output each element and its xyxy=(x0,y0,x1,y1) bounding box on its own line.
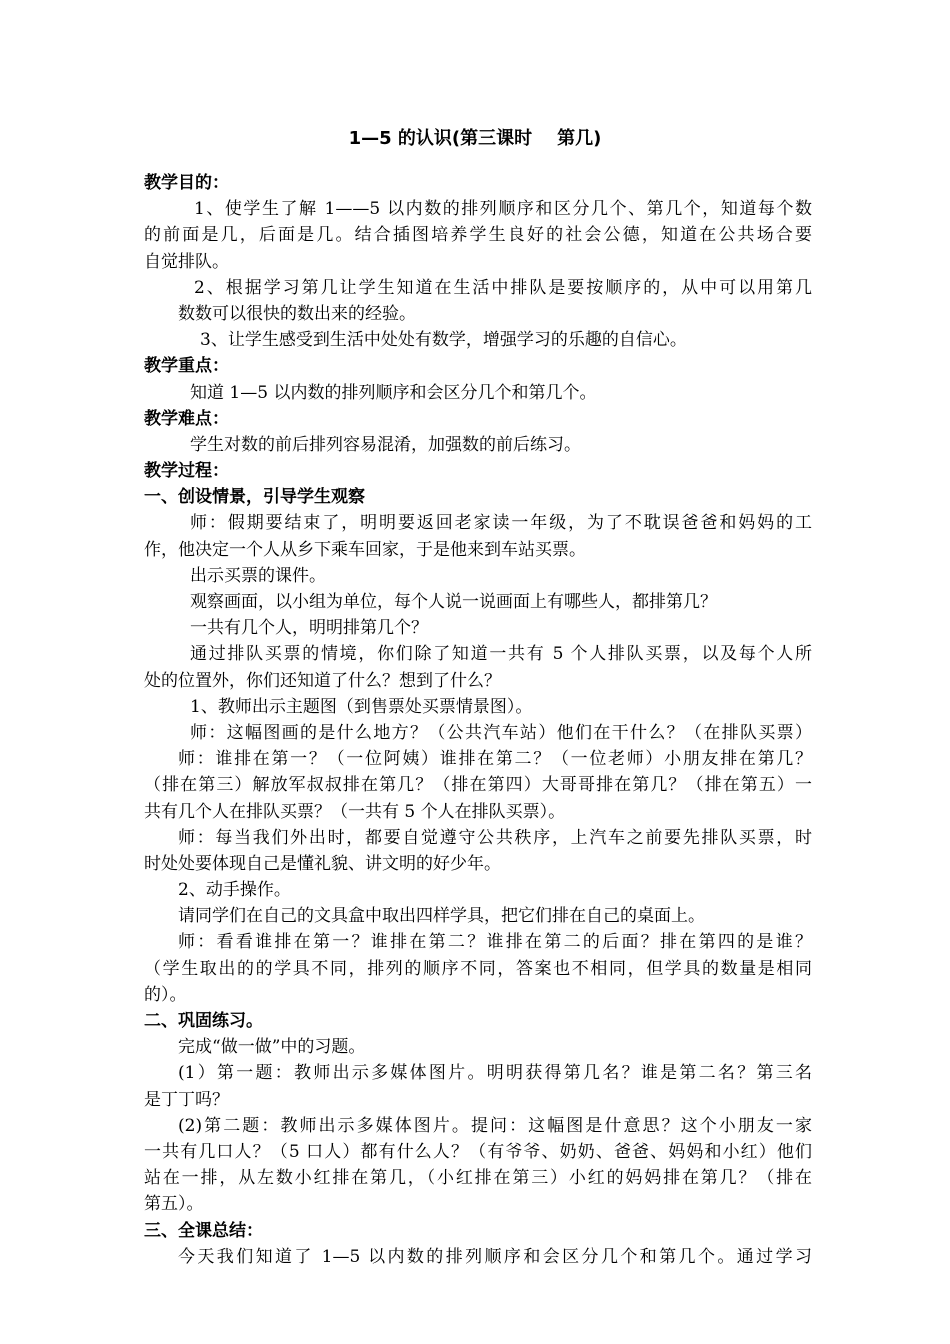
text-line: 一共有几口人？（5 口人）都有什么人？（有爷爷、奶奶、爸爸、妈妈和小红）他们 xyxy=(144,1141,812,1162)
document-body xyxy=(144,170,812,1270)
document-title: 1—5 的认识(第三课时 第几) xyxy=(348,128,602,149)
text-line: 师：谁排在第一？（一位阿姨）谁排在第二？（一位老师）小朋友排在第几？ xyxy=(178,749,812,770)
text-line: 请同学们在自己的文具盒中取出四样学具，把它们排在自己的桌面上。 xyxy=(178,906,705,927)
text-line: 完成“做一做”中的习题。 xyxy=(178,1037,366,1058)
text-line: 数数可以很快的数出来的经验。 xyxy=(178,303,416,324)
text-line: 知道 1—5 以内数的排列顺序和会区分几个和第几个。 xyxy=(190,382,597,403)
section-heading: 教学重点： xyxy=(144,356,229,377)
text-line: 今天我们知道了 1—5 以内数的排列顺序和会区分几个和第几个。通过学习 xyxy=(178,1246,812,1267)
text-line: 1、教师出示主题图（到售票处买票情景图）。 xyxy=(190,696,533,717)
text-line: 3、让学生感受到生活中处处有数学，增强学习的乐趣的自信心。 xyxy=(200,330,687,351)
text-line: 作，他决定一个人从乡下乘车回家，于是他来到车站买票。 xyxy=(144,539,586,560)
text-line: 的前面是几，后面是几。结合插图培养学生良好的社会公德，知道在公共场合要 xyxy=(144,225,812,246)
text-line: 2、根据学习第几让学生知道在生活中排队是要按顺序的，从中可以用第几 xyxy=(194,277,812,298)
section-heading: 一、创设情景，引导学生观察 xyxy=(144,487,365,508)
text-line: 是丁丁吗？ xyxy=(144,1089,229,1110)
text-line: 师：这幅图画的是什么地方？（公共汽车站）他们在干什么？（在排队买票） xyxy=(190,722,812,743)
text-line: 自觉排队。 xyxy=(144,251,229,272)
text-line: 师：假期要结束了，明明要返回老家读一年级，为了不耽误爸爸和妈妈的工 xyxy=(190,513,812,534)
text-line: （排在第三）解放军叔叔排在第几？（排在第四）大哥哥排在第几？（排在第五）一 xyxy=(144,775,812,796)
section-heading: 教学目的： xyxy=(144,173,229,193)
text-line: 处的位置外，你们还知道了什么？想到了什么？ xyxy=(144,670,501,691)
section-heading: 三、全课总结： xyxy=(144,1220,263,1241)
section-heading: 教学过程： xyxy=(144,461,229,482)
text-line: 一共有几个人，明明排第几个？ xyxy=(190,618,428,639)
section-heading: 二、巩固练习。 xyxy=(144,1011,263,1031)
text-line: 观察画面，以小组为单位，每个人说一说画面上有哪些人，都排第几？ xyxy=(190,592,717,612)
text-line: 共有几个人在排队买票？（一共有 5 个人在排队买票）。 xyxy=(144,801,566,822)
text-line: 师：看看谁排在第一？谁排在第二？谁排在第二的后面？排在第四的是谁？ xyxy=(178,932,812,953)
text-line: 出示买票的课件。 xyxy=(190,565,326,586)
text-line: 1、使学生了解 1——5 以内数的排列顺序和区分几个、第几个，知道每个数 xyxy=(194,199,812,220)
text-line: 师：每当我们外出时，都要自觉遵守公共秩序，上汽车之前要先排队买票，时 xyxy=(178,827,812,848)
text-line: 时处处要体现自己是懂礼貌、讲文明的好少年。 xyxy=(144,853,501,874)
text-line: (1）第一题：教师出示多媒体图片。明明获得第几名？谁是第二名？第三名 xyxy=(178,1063,812,1084)
text-line: 的）。 xyxy=(144,984,187,1005)
text-line: （学生取出的的学具不同，排列的顺序不同，答案也不相同，但学具的数量是相同 xyxy=(144,958,812,979)
text-line: (2)第二题：教师出示多媒体图片。提问：这幅图是什意思？这个小朋友一家 xyxy=(178,1115,812,1136)
text-line: 站在一排，从左数小红排在第几，（小红排在第三）小红的妈妈排在第几？（排在 xyxy=(144,1168,812,1189)
text-line: 通过排队买票的情境，你们除了知道一共有 5 个人排队买票，以及每个人所 xyxy=(190,644,812,665)
text-line: 2、动手操作。 xyxy=(178,880,291,901)
section-heading: 教学难点： xyxy=(144,408,229,429)
text-line: 学生对数的前后排列容易混淆，加强数的前后练习。 xyxy=(190,434,581,455)
text-line: 第五）。 xyxy=(144,1194,204,1215)
